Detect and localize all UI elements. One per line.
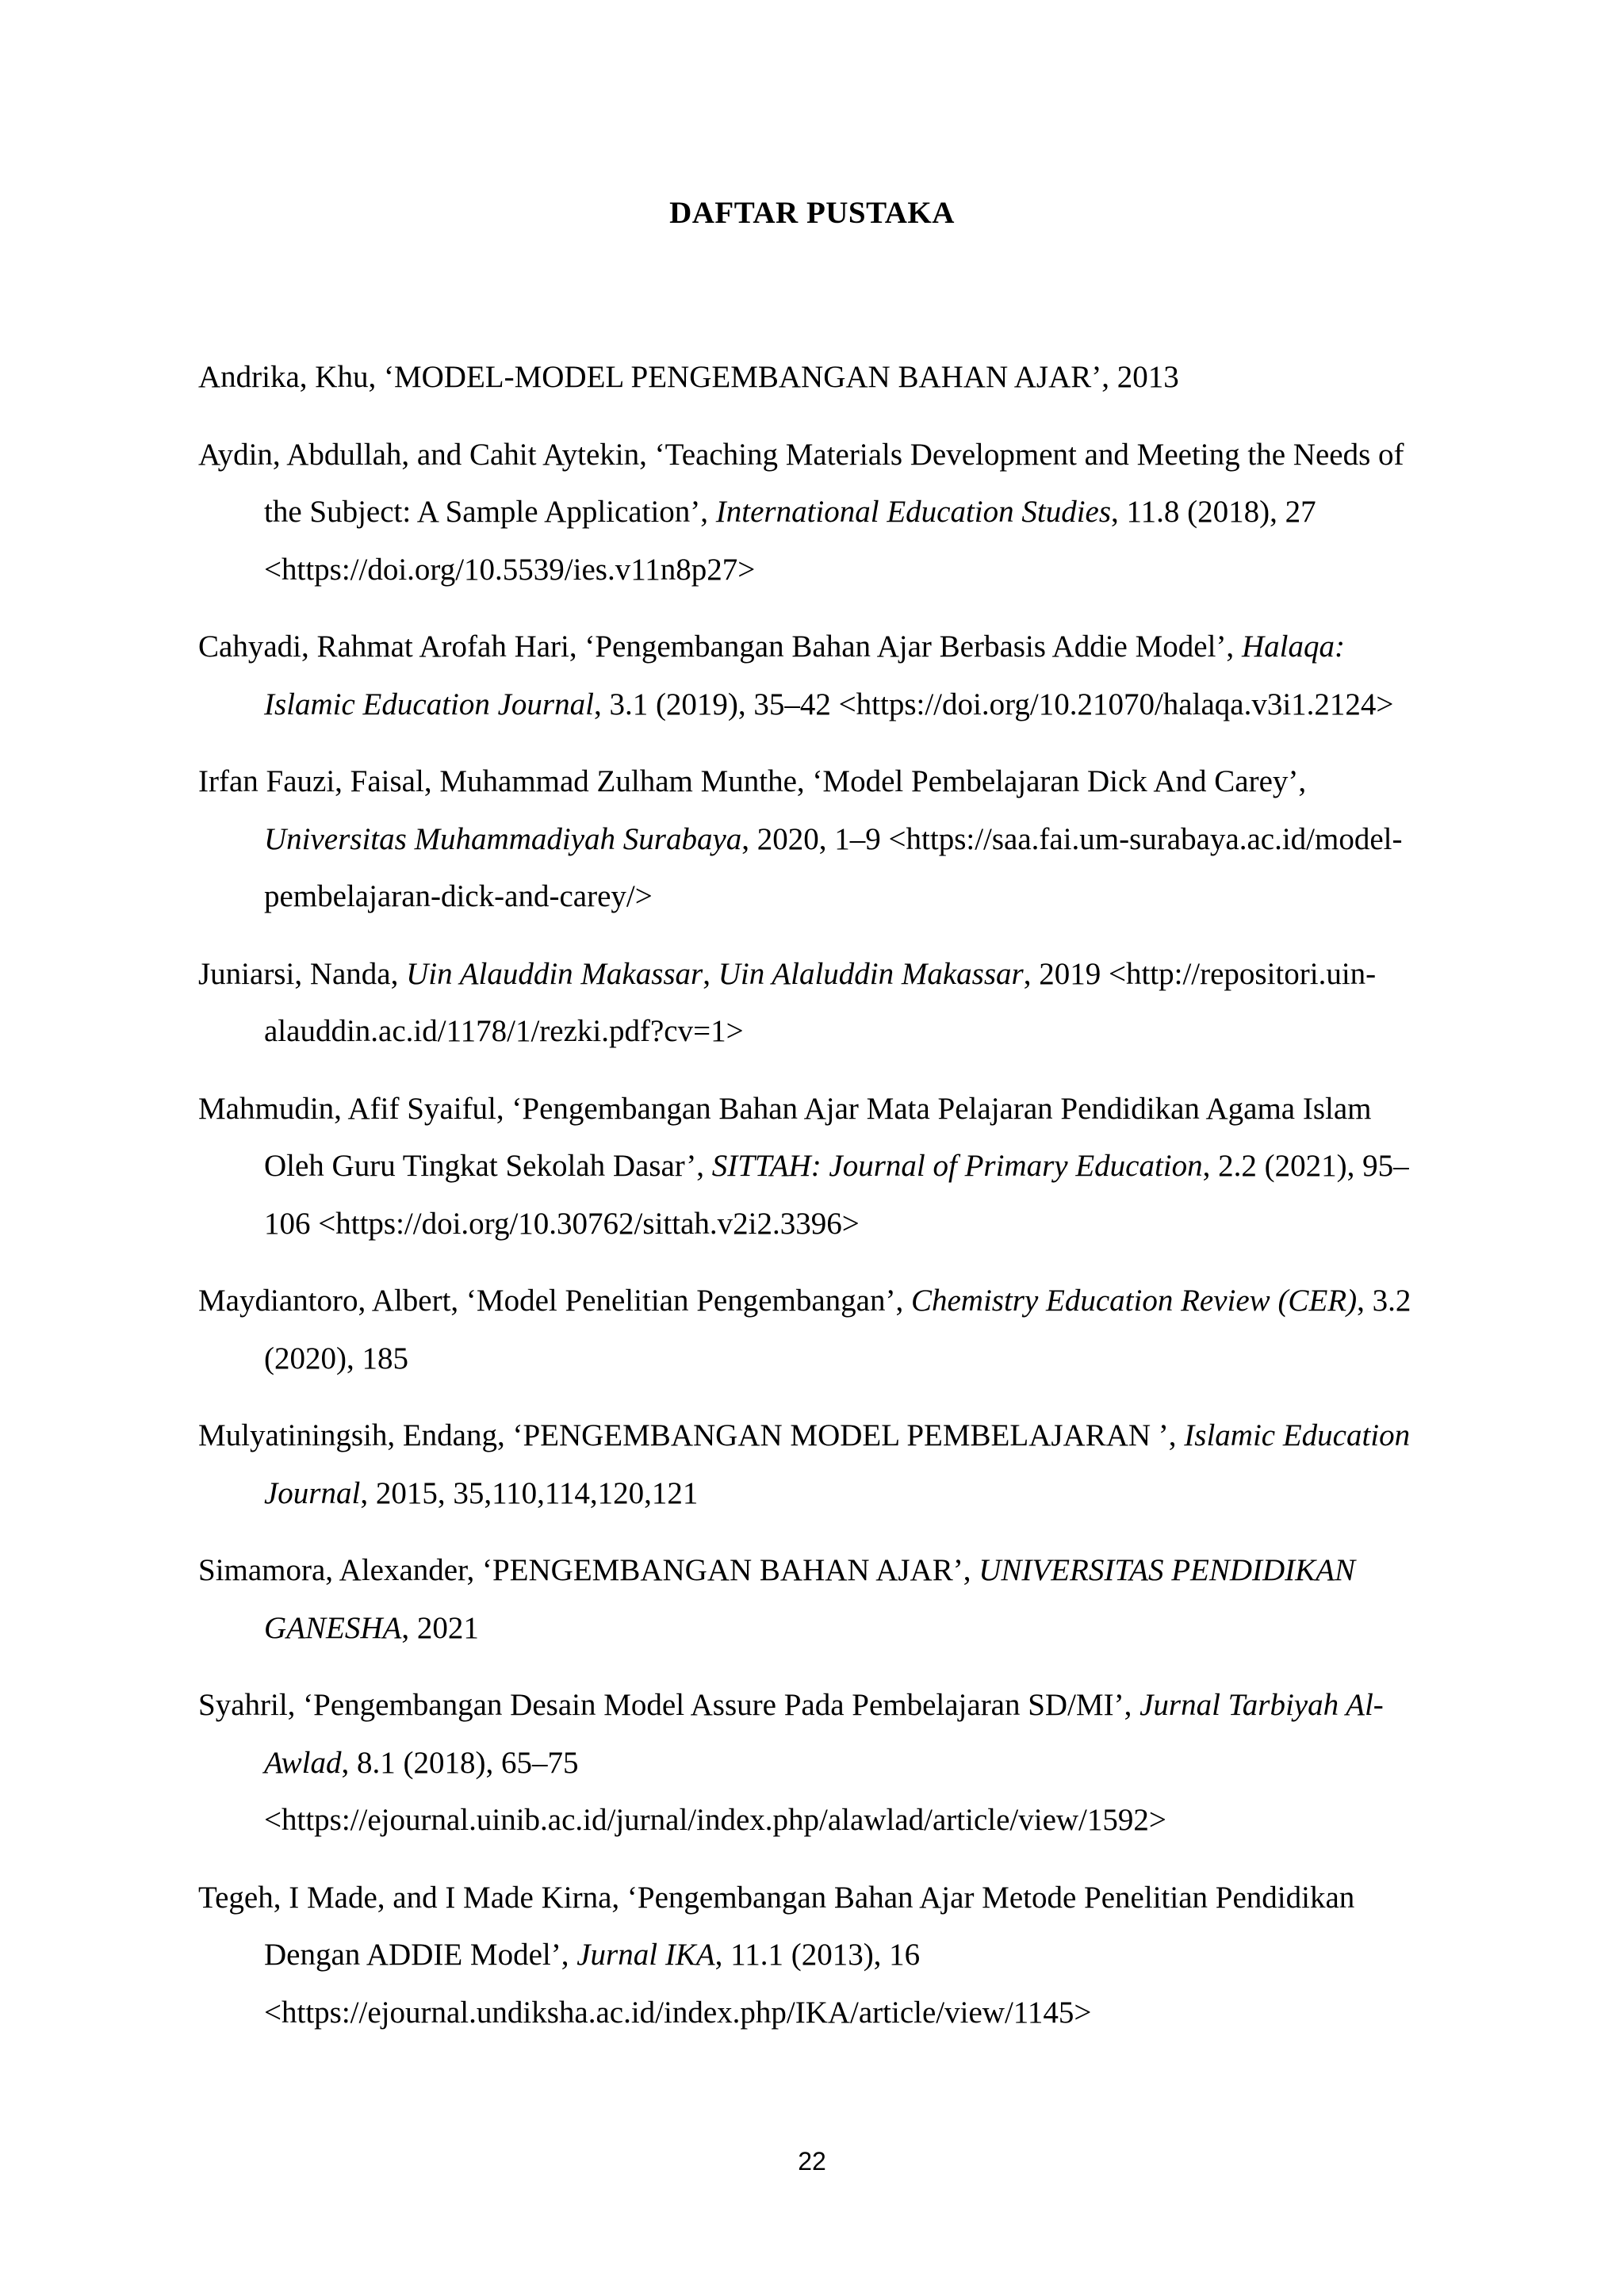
reference-entry bbox=[198, 427, 1435, 599]
reference-source-title: UNIVERSITAS PENDIDIKAN GANESHA bbox=[264, 1553, 1356, 1645]
reference-entry bbox=[198, 1081, 1435, 1253]
reference-source-title: Jurnal IKA bbox=[576, 1938, 715, 1972]
reference-text: , 2019 <http://repositori.uin-alauddin.ac.id/1178/1/rezki.pdf?cv=1> bbox=[264, 956, 1377, 1048]
reference-text: , 2.2 (2021), 95–106 <https://doi.org/10.30762/sittah.v2i2.3396> bbox=[264, 1149, 1409, 1241]
reference-text: Aydin, Abdullah, and Cahit Aytekin, ‘Teaching Materials Development and Meeting the Needs of the Subject: A Sample Application’, bbox=[198, 437, 1404, 529]
page-title: DAFTAR PUSTAKA bbox=[669, 196, 955, 230]
reference-text: Juniarsi, Nanda, bbox=[198, 956, 407, 991]
reference-entry bbox=[198, 1677, 1435, 1850]
reference-entry bbox=[198, 1869, 1435, 2042]
reference-text: Maydiantoro, Albert, ‘Model Penelitian Pengembangan’, bbox=[198, 1284, 911, 1318]
reference-text: , 3.2 (2020), 185 bbox=[264, 1284, 1411, 1376]
reference-source-title: Islamic Education Journal bbox=[264, 1418, 1411, 1510]
reference-entry bbox=[198, 618, 1435, 733]
reference-entry bbox=[198, 753, 1435, 926]
reference-entry bbox=[198, 1542, 1435, 1657]
reference-entry bbox=[198, 1407, 1435, 1522]
reference-entry bbox=[198, 946, 1435, 1061]
reference-source-title: Jurnal Tarbiyah Al-Awlad bbox=[264, 1688, 1384, 1780]
reference-source-title: Uin Alaluddin Makassar bbox=[718, 956, 1024, 991]
reference-entry bbox=[198, 349, 1435, 407]
reference-text: Syahril, ‘Pengembangan Desain Model Assure Pada Pembelajaran SD/MI’, bbox=[198, 1688, 1140, 1722]
reference-text: , 8.1 (2018), 65–75 <https://ejournal.uinib.ac.id/jurnal/index.php/alawlad/article/view/1592> bbox=[264, 1745, 1166, 1837]
reference-text: Tegeh, I Made, and I Made Kirna, ‘Pengembangan Bahan Ajar Metode Penelitian Pendidikan Dengan ADDIE Model’, bbox=[198, 1880, 1355, 1972]
reference-text: Mulyatiningsih, Endang, ‘PENGEMBANGAN MODEL PEMBELAJARAN ’, bbox=[198, 1418, 1185, 1452]
reference-text: , bbox=[703, 956, 718, 991]
reference-text: , 11.1 (2013), 16 <https://ejournal.undiksha.ac.id/index.php/IKA/article/view/1145> bbox=[264, 1938, 1092, 2030]
reference-text: Simamora, Alexander, ‘PENGEMBANGAN BAHAN AJAR’, bbox=[198, 1553, 979, 1587]
reference-source-title: Uin Alauddin Makassar bbox=[406, 956, 703, 991]
reference-text: Irfan Fauzi, Faisal, Muhammad Zulham Munthe, ‘Model Pembelajaran Dick And Carey’, bbox=[198, 764, 1307, 798]
reference-text: , 2020, 1–9 <https://saa.fai.um-surabaya.ac.id/model-pembelajaran-dick-and-carey/> bbox=[264, 821, 1403, 913]
reference-source-title: International Education Studies bbox=[715, 495, 1112, 529]
reference-source-title: Universitas Muhammadiyah Surabaya bbox=[264, 821, 742, 856]
reference-source-title: Chemistry Education Review (CER) bbox=[910, 1284, 1358, 1318]
reference-list bbox=[198, 349, 1435, 2061]
reference-text: Mahmudin, Afif Syaiful, ‘Pengembangan Bahan Ajar Mata Pelajaran Pendidikan Agama Islam Oleh Guru Tingkat Sekolah Dasar’, bbox=[198, 1091, 1372, 1183]
reference-source-title: SITTAH: Journal of Primary Education bbox=[711, 1149, 1203, 1183]
page-number: 22 bbox=[798, 2147, 826, 2175]
reference-text: Cahyadi, Rahmat Arofah Hari, ‘Pengembangan Bahan Ajar Berbasis Addie Model’, bbox=[198, 629, 1242, 664]
reference-entry bbox=[198, 1272, 1435, 1387]
reference-text: , 3.1 (2019), 35–42 <https://doi.org/10.21070/halaqa.v3i1.2124> bbox=[593, 687, 1394, 721]
reference-text: Andrika, Khu, ‘MODEL-MODEL PENGEMBANGAN BAHAN AJAR’, 2013 bbox=[198, 360, 1179, 394]
reference-text: , 2021 bbox=[401, 1610, 479, 1645]
reference-source-title: Halaqa: Islamic Education Journal bbox=[264, 629, 1345, 721]
reference-text: , 11.8 (2018), 27 <https://doi.org/10.5539/ies.v11n8p27> bbox=[264, 495, 1316, 587]
reference-text: , 2015, 35,110,114,120,121 bbox=[360, 1475, 699, 1510]
